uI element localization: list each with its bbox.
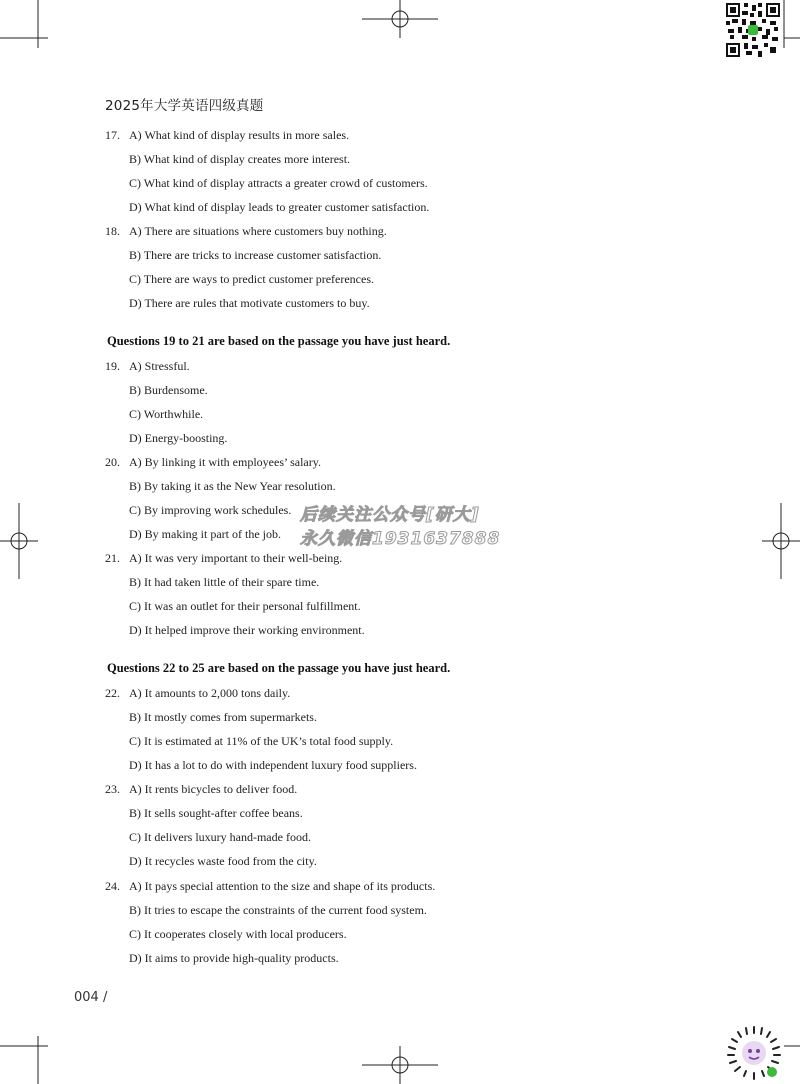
option-d: D) It has a lot to do with independent luxury food suppliers.: [129, 758, 417, 772]
option-a: A) What kind of display results in more sales.: [129, 128, 350, 142]
watermark-line-2: 永久微信19316​37888: [300, 529, 501, 549]
question-number: 17.: [105, 128, 120, 142]
watermark-line-1: 后续关注公众号[研大]: [300, 505, 480, 525]
option-b: B) By taking it as the New Year resolution.: [129, 479, 336, 493]
option-d: D) It recycles waste food from the city.: [129, 854, 317, 868]
option-c: C) What kind of display attracts a greater crowd of customers.: [129, 176, 428, 190]
option-b: B) It mostly comes from supermarkets.: [129, 710, 317, 724]
option-b: B) It had taken little of their spare time.: [129, 575, 320, 589]
question-number: 22.: [105, 686, 120, 700]
mini-program-code-icon: [726, 1025, 782, 1081]
question-number: 19.: [105, 359, 120, 373]
option-d: D) There are rules that motivate customers to buy.: [129, 296, 370, 310]
option-a: A) It amounts to 2,000 tons daily.: [129, 686, 291, 700]
option-c: C) It delivers luxury hand-made food.: [129, 830, 311, 844]
option-b: B) What kind of display creates more interest.: [129, 152, 351, 166]
option-c: C) Worthwhile.: [129, 407, 204, 421]
option-a: A) It rents bicycles to deliver food.: [129, 782, 298, 796]
option-a: A) It was very important to their well-being.: [129, 551, 343, 565]
question-number: 18.: [105, 224, 120, 238]
option-c: C) It is estimated at 11% of the UK’s total food supply.: [129, 734, 394, 748]
section-heading: Questions 19 to 21 are based on the passage you have just heard.: [107, 334, 451, 348]
question-number: 21.: [105, 551, 120, 565]
option-b: B) Burdensome.: [129, 383, 208, 397]
option-c: C) It was an outlet for their personal fulfillment.: [129, 599, 361, 613]
option-c: C) By improving work schedules.: [129, 503, 292, 517]
option-d: D) What kind of display leads to greater customer satisfaction.: [129, 200, 430, 214]
option-a: A) It pays special attention to the size and shape of its products.: [129, 879, 436, 893]
section-heading: Questions 22 to 25 are based on the passage you have just heard.: [107, 661, 451, 675]
page-header-title: 2025年大学英语四级真题: [105, 98, 264, 114]
question-number: 23.: [105, 782, 120, 796]
option-b: B) There are tricks to increase customer satisfaction.: [129, 248, 382, 262]
option-d: D) It aims to provide high-quality products.: [129, 951, 339, 965]
qr-code-icon: [726, 3, 780, 57]
option-c: C) It cooperates closely with local producers.: [129, 927, 347, 941]
option-b: B) It tries to escape the constraints of the current food system.: [129, 903, 427, 917]
option-d: D) It helped improve their working environment.: [129, 623, 365, 637]
option-a: A) By linking it with employees’ salary.: [129, 455, 321, 469]
option-d: D) By making it part of the job.: [129, 527, 281, 541]
question-number: 20.: [105, 455, 120, 469]
question-number: 24.: [105, 879, 120, 893]
option-c: C) There are ways to predict customer preferences.: [129, 272, 374, 286]
option-b: B) It sells sought-after coffee beans.: [129, 806, 303, 820]
option-a: A) There are situations where customers buy nothing.: [129, 224, 387, 238]
option-a: A) Stressful.: [129, 359, 190, 373]
option-d: D) Energy-boosting.: [129, 431, 228, 445]
page-number: 004 /: [74, 990, 108, 1005]
